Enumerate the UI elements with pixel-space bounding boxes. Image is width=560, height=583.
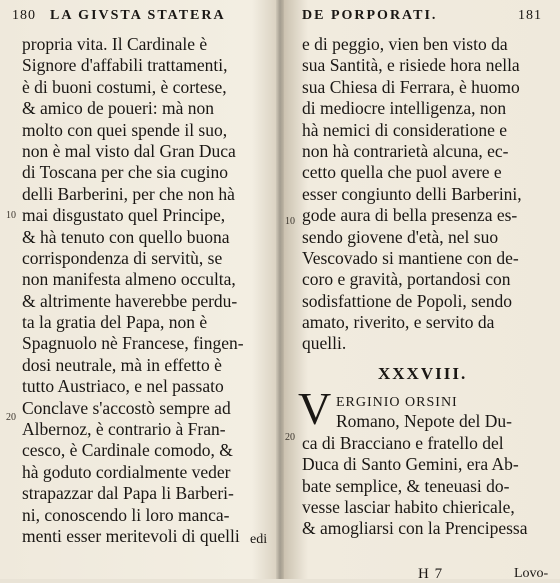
running-title: DE PORPORATI.: [302, 8, 438, 23]
text-line: amato, riverito, e servito da: [302, 312, 495, 333]
text-line: non è mal visto dal Gran Duca: [22, 140, 236, 161]
text-line: sua Chiesa di Ferrara, è huomo: [302, 76, 520, 97]
text-line: cetto quella che puol avere e: [302, 162, 502, 183]
text-line: & amogliarsi con la Prencipessa: [302, 518, 528, 539]
text-line: Spagnuolo nè Francese, fingen-: [22, 333, 244, 354]
text-line: di mediocre intelligenza, non: [302, 98, 507, 119]
text-line: sendo giovene d'età, nel suo: [302, 226, 499, 247]
text-line: e di peggio, vien ben visto da: [302, 34, 508, 54]
line-marker-20: 20: [285, 432, 295, 443]
text-line: coro e gravità, portandosi con: [302, 269, 511, 290]
text-line: Duca di Santo Gemini, era Ab-: [302, 454, 519, 475]
catchword: Lovo-: [514, 566, 549, 581]
text-line: dosi neutrale, mà in effetto è: [22, 354, 222, 375]
text-line: esser congiunto delli Barberini,: [302, 183, 522, 204]
biography-block: [302, 390, 528, 540]
text-block: [22, 34, 244, 547]
catchword: edi: [250, 532, 268, 547]
text-line: gode aura di bella presenza es-: [302, 205, 518, 226]
text-line: sodisfattione de Popoli, sendo: [302, 290, 512, 311]
text-line: menti esser meritevoli di quelli: [22, 525, 240, 546]
text-line: Signore d'affabili trattamenti,: [22, 55, 228, 76]
text-line: Vescovado si mantiene con de-: [302, 247, 519, 268]
text-line: è di buoni costumi, è cortese,: [22, 76, 227, 97]
text-line: delli Barberini, per che non hà: [22, 183, 235, 204]
line-marker-10: 10: [6, 210, 16, 221]
text-line: strapazzar dal Papa li Barberi-: [22, 483, 234, 504]
text-line: cesco, è Cardinale comodo, &: [22, 440, 233, 461]
line-marker-10: 10: [285, 216, 295, 227]
text-block: [302, 34, 522, 355]
text-line: ca di Bracciano e fratello del: [302, 432, 504, 453]
text-line: di Toscana per che sia cugino: [22, 162, 228, 183]
text-line: ta la gratia del Papa, non è: [22, 312, 208, 333]
signature-mark: H 7: [418, 566, 444, 582]
text-line: propria vita. Il Cardinale è: [22, 34, 208, 54]
text-line: Romano, Nepote del Du-: [336, 411, 512, 432]
text-line: ni, conoscendo li loro manca-: [22, 504, 230, 525]
page-number: 180: [12, 8, 36, 23]
text-line: quelli.: [302, 333, 347, 354]
text-line: non manifesta almeno occulta,: [22, 269, 236, 290]
text-line: ERGINIO ORSINI: [336, 395, 458, 410]
text-line: vesse lasciar habito chiericale,: [302, 496, 515, 517]
text-line: tutto Austriaco, e nel passato: [22, 376, 224, 397]
right-page: [282, 0, 560, 582]
left-page: [0, 0, 280, 579]
text-line: bate semplice, & teneuasi do-: [302, 475, 510, 496]
text-line: Conclave s'accostò sempre ad: [22, 397, 231, 418]
text-line: corrispondenza di servitù, se: [22, 247, 223, 268]
text-line: & altrimente haverebbe perdu-: [22, 290, 238, 311]
text-line: hà nemici di consideratione e: [302, 119, 508, 140]
text-line: non hà contrarietà alcuna, ec-: [302, 140, 509, 161]
text-line: hà goduto cordialmente veder: [22, 461, 231, 482]
text-line: & amico de poueri: mà non: [22, 98, 214, 119]
running-title: LA GIVSTA STATERA: [50, 8, 226, 23]
text-line: sua Santità, e risiede hora nella: [302, 55, 520, 76]
section-heading: XXXVIII.: [378, 364, 468, 383]
text-line: molto con quei spende il suo,: [22, 119, 228, 140]
text-line: Albernoz, è contrario à Fran-: [22, 419, 226, 440]
page-number: 181: [518, 8, 542, 23]
text-line: mai disgustato quel Principe,: [22, 205, 226, 226]
line-marker-20: 20: [6, 412, 16, 423]
text-line: & hà tenuto con quello buona: [22, 226, 230, 247]
drop-cap: V: [298, 383, 332, 434]
